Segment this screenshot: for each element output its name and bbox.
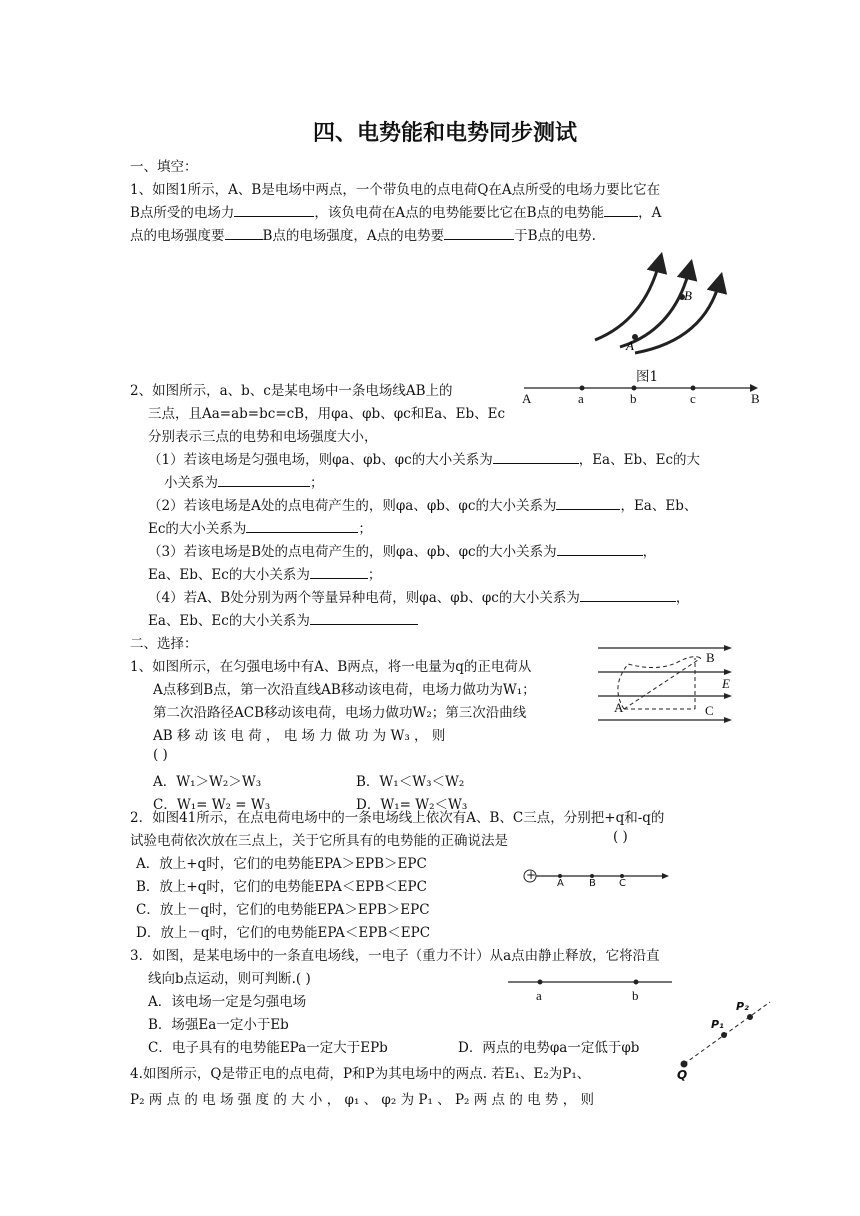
line-label-b: b	[630, 391, 637, 406]
c3-option-d[interactable]: D．两点的电势φa一定低于φb	[458, 1040, 640, 1056]
c2-answer-paren: ( )	[613, 829, 628, 845]
q1-line2	[130, 201, 661, 221]
answer-blank[interactable]	[444, 226, 514, 240]
c4-line1: 4.如图所示，Q是带正电的点电荷，P和P为其电场中的两点. 若E₁、E₂为P₁、	[130, 1066, 591, 1082]
c1-fig-label-A: A	[614, 700, 624, 715]
q1-text: 于B点的电势.	[514, 228, 596, 244]
c2-option-b[interactable]: B．放上+q时，它们的电势能EPA＜EPB＜EPC	[136, 879, 427, 895]
answer-blank[interactable]	[556, 496, 620, 510]
c1-fig-label-C: C	[705, 703, 714, 718]
q1-text: ，该负电荷在A点的电势能要比它在B点的电势能	[314, 205, 605, 221]
c3-fig-label-a: a	[536, 988, 542, 1003]
c1-fig-label-E: E	[722, 676, 730, 691]
fig1-label-b: B	[684, 288, 692, 303]
q2-part1-cont	[164, 471, 324, 491]
q2-text: Ea、Eb、Ec的大小关系为	[148, 613, 310, 629]
line-label-a: a	[578, 391, 584, 406]
q2-text: （4）若A、B处分别为两个等量异种电荷，则φa、φb、φc的大小关系为	[148, 590, 580, 606]
q2-text: ，	[642, 544, 657, 560]
q2-line1: 2、如图所示，a、b、c是某电场中一条电场线AB上的	[130, 383, 453, 399]
q1-text: B点所受的电场力	[130, 205, 235, 221]
q2-line3: 分别表示三点的电势和电场强度大小，	[148, 429, 378, 445]
c1-line4: AB 移 动 该 电 荷 ， 电 场 力 做 功 为 W₃ ， 则	[153, 728, 446, 744]
q1-text: ，A	[638, 205, 662, 221]
c1-line5: ( )	[153, 747, 168, 763]
q2-part4	[148, 586, 689, 606]
q-p1-p2-diagram	[676, 1000, 776, 1080]
c3-option-b[interactable]: B．场强Ea一定小于Eb	[148, 1017, 289, 1033]
q2-text: Ec的大小关系为	[148, 521, 247, 537]
q1-text: B点的电场强度，A点的电势要	[262, 228, 445, 244]
field-line-diagram	[522, 378, 762, 408]
c2-line1: 2．如图41所示，在点电荷电场中的一条电场线上依次有A、B、C三点，分别把+q和-q的	[130, 810, 665, 826]
line-label-B: B	[751, 391, 760, 406]
c2-fig-label-A: A	[557, 878, 564, 889]
c2-fig-label-B: B	[589, 878, 596, 889]
uniform-field-diagram	[598, 642, 738, 732]
q2-part2	[148, 494, 697, 514]
q2-text: Ea、Eb、Ec的大小关系为	[148, 567, 310, 583]
q2-text: ；	[367, 567, 382, 583]
q2-text: ，	[675, 590, 690, 606]
q2-part3	[148, 540, 656, 560]
line-label-c: c	[690, 391, 696, 406]
q2-line2: 三点，且Aa=ab=bc=cB，用φa、φb、φc和Ea、Eb、Ec	[148, 406, 506, 422]
answer-blank[interactable]	[218, 473, 310, 487]
answer-blank[interactable]	[234, 203, 314, 217]
answer-blank[interactable]	[493, 450, 579, 464]
q2-part4-cont	[148, 609, 418, 629]
straight-field-line-diagram	[508, 978, 673, 988]
c3-option-c[interactable]: C．电子具有的电势能EPa一定大于EPb	[148, 1040, 388, 1056]
c3-fig-label-b: b	[632, 988, 639, 1003]
figure-1-caption: 图1	[636, 369, 659, 385]
q2-part2-cont	[148, 517, 372, 537]
q2-text: （1）若该电场是匀强电场，则φa、φb、φc的大小关系为	[148, 452, 493, 468]
c2-line2	[130, 829, 508, 849]
q2-part1	[148, 448, 700, 468]
c2-option-d[interactable]: D．放上－q时，它们的电势能EPA＜EPB＜EPC	[136, 925, 431, 941]
c2-option-c[interactable]: C．放上－q时，它们的电势能EPA＞EPB＞EPC	[136, 902, 430, 918]
section-choice-heading: 二、选择：	[130, 636, 198, 652]
c3-option-a[interactable]: A．该电场一定是匀强电场	[148, 994, 307, 1010]
c1-option-c[interactable]: C．W₁= W₂ = W₃	[153, 797, 271, 813]
c1-fig-label-B: B	[706, 650, 715, 665]
c1-option-d[interactable]: D．W₁= W₂＜W₃	[356, 797, 468, 813]
answer-blank[interactable]	[246, 519, 358, 533]
answer-blank[interactable]	[557, 542, 643, 556]
figure-1-field-lines	[590, 255, 740, 355]
q2-text: 小关系为	[164, 475, 218, 491]
c2-fig-charge: +	[526, 868, 537, 882]
c1-option-b[interactable]: B．W₁＜W₃＜W₂	[356, 774, 465, 790]
section-fill-heading: 一、填空：	[130, 159, 198, 175]
c2-fig-label-C: C	[619, 878, 626, 889]
q2-text: （3）若该电场是B处的点电荷产生的，则φa、φb、φc的大小关系为	[148, 544, 557, 560]
q1-text: 点的电场强度要	[130, 228, 225, 244]
page-title: 四、电势能和电势同步测试	[313, 121, 578, 146]
c1-line1: 1、如图所示，在匀强电场中有A、B两点，将一电量为q的正电荷从	[130, 659, 532, 675]
c4-fig-label-Q: Q	[677, 1068, 688, 1082]
c1-line2: A点移到B点，第一次沿直线AB移动该电荷，电场力做功为W₁；	[153, 682, 536, 698]
c2-text: 试验电荷依次放在三点上，关于它所具有的电势能的正确说法是	[130, 833, 508, 849]
q2-text: ，Ea、Eb、Ec的大	[578, 452, 701, 468]
q1-line1: 1、如图1所示，A、B是电场中两点，一个带负电的点电荷Q在A点所受的电场力要比它在	[130, 182, 661, 198]
c3-line1: 3．如图，是某电场中的一条直电场线，一电子（重力不计）从a点由静止释放，它将沿直	[130, 948, 660, 964]
answer-blank[interactable]	[310, 565, 368, 579]
point-charge-line-diagram	[522, 868, 672, 888]
fig1-label-a: A	[626, 338, 634, 353]
q1-line3	[130, 224, 596, 244]
c4-fig-label-P1: P₁	[711, 1018, 724, 1031]
c1-line3: 第二次沿路径ACB移动该电荷，电场力做功W₂；第三次沿曲线	[153, 705, 527, 721]
answer-blank[interactable]	[310, 611, 418, 625]
q2-text: ，Ea、Eb、	[620, 498, 698, 514]
c2-option-a[interactable]: A．放上+q时，它们的电势能EPA＞EPB＞EPC	[136, 856, 427, 872]
q2-part3-cont	[148, 563, 381, 583]
line-label-A: A	[522, 391, 532, 406]
q2-text: （2）若该电场是A处的点电荷产生的，则φa、φb、φc的大小关系为	[148, 498, 557, 514]
answer-blank[interactable]	[225, 226, 263, 240]
q2-text: ；	[358, 521, 372, 537]
c4-line2: P₂ 两 点 的 电 场 强 度 的 大 小 ， φ₁ 、 φ₂ 为 P₁ 、 P₂ 两 点 的 电 势 ， 则	[130, 1092, 594, 1108]
c1-option-a[interactable]: A．W₁＞W₂＞W₃	[153, 774, 262, 790]
answer-blank[interactable]	[604, 203, 638, 217]
c3-line2: 线向b点运动，则可判断.( )	[148, 971, 311, 987]
q2-text: ；	[310, 475, 324, 491]
answer-blank[interactable]	[580, 588, 676, 602]
c4-fig-label-P2: P₂	[736, 1000, 749, 1013]
